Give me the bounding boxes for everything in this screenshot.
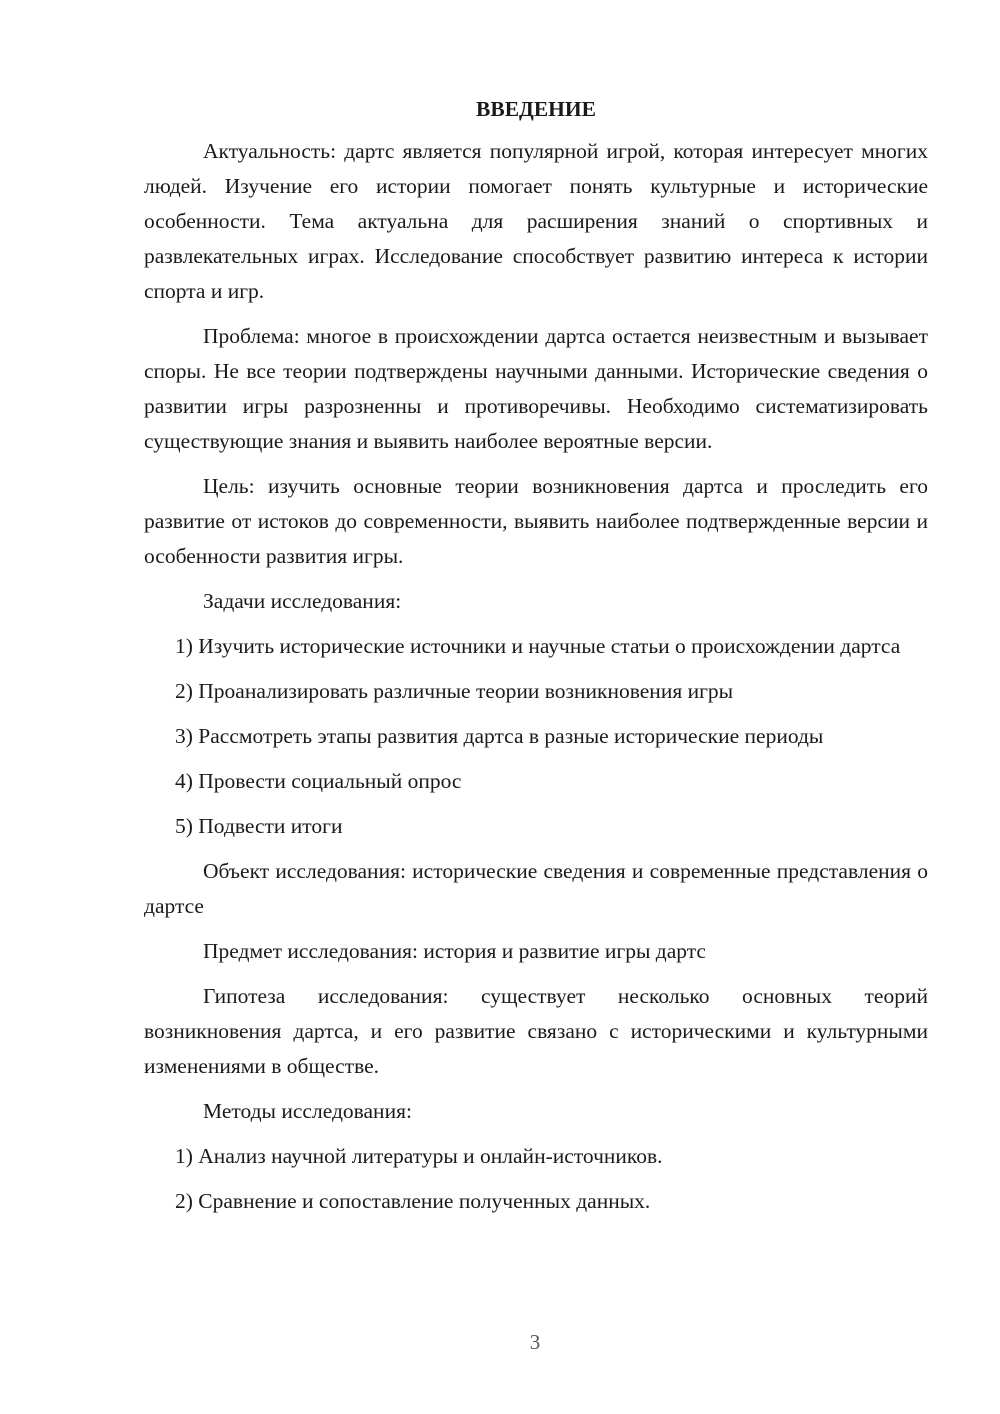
task-item: 3) Рассмотреть этапы развития дартса в разные исторические периоды xyxy=(175,724,824,748)
page-title: ВВЕДЕНИЕ xyxy=(476,97,596,121)
task-item: 5) Подвести итоги xyxy=(175,814,343,838)
methods-heading: Методы исследования: xyxy=(203,1099,412,1123)
relevance-paragraph: Актуальность: дартс является популярной игрой, которая интересует многих людей. Изучение его истории помогает понять культурные и исторические особенности. Тема актуальна для расширения знаний о спортивных и развлекательных играх. Исследование способствует развитию интереса к истории спорта и игр. xyxy=(144,139,928,303)
page-number: 3 xyxy=(529,1330,541,1354)
task-item: 2) Проанализировать различные теории возникновения игры xyxy=(175,679,734,703)
method-item: 1) Анализ научной литературы и онлайн-источников. xyxy=(175,1144,663,1168)
page-content xyxy=(144,92,928,1229)
problem-paragraph: Проблема: многое в происхождении дартса остается неизвестным и вызывает споры. Не все теории подтверждены научными данными. Исторические сведения о развитии игры разрозненны и противоречивы. Необходимо систематизировать существующие знания и выявить наиболее вероятные версии. xyxy=(144,324,928,453)
tasks-heading: Задачи исследования: xyxy=(203,589,402,613)
task-item: 1) Изучить исторические источники и научные статьи о происхождении дартса xyxy=(175,634,901,658)
object-paragraph: Объект исследования: исторические сведения и современные представления о дартсе xyxy=(144,859,928,918)
task-item: 4) Провести социальный опрос xyxy=(175,769,462,793)
hypothesis-paragraph: Гипотеза исследования: существует несколько основных теорий возникновения дартса, и его развитие связано с историческими и культурными изменениями в обществе. xyxy=(144,984,928,1078)
method-item: 2) Сравнение и сопоставление полученных данных. xyxy=(175,1189,651,1213)
subject-paragraph: Предмет исследования: история и развитие игры дартс xyxy=(203,939,706,963)
goal-paragraph: Цель: изучить основные теории возникновения дартса и проследить его развитие от истоков до современности, выявить наиболее подтвержденные версии и особенности развития игры. xyxy=(144,474,928,568)
